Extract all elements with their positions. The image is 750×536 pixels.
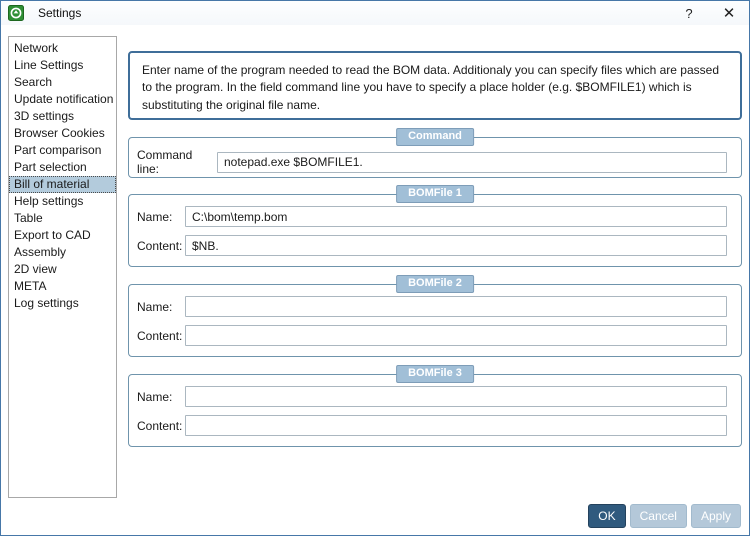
command-line-label: Command line: — [137, 148, 193, 176]
sidebar-item-meta[interactable]: META — [14, 279, 47, 293]
sidebar-item-log-settings[interactable]: Log settings — [14, 296, 79, 310]
settings-category-list — [8, 36, 117, 498]
sidebar-item-assembly[interactable]: Assembly — [14, 245, 67, 259]
sidebar-item-2d-view[interactable]: 2D view — [14, 262, 57, 276]
command-line-input[interactable] — [217, 152, 727, 173]
command-group — [128, 130, 742, 178]
sidebar-item-help-settings[interactable]: Help settings — [14, 194, 84, 208]
sidebar-item-search[interactable]: Search — [14, 75, 53, 89]
bomfile1-content-input[interactable] — [185, 235, 727, 256]
apply-button[interactable]: Apply — [691, 504, 741, 528]
bomfile3-content-input[interactable] — [185, 415, 727, 436]
bomfile2-name-label: Name: — [137, 299, 173, 314]
bomfile1-content-label: Content: — [137, 238, 183, 253]
description-box: Enter name of the program needed to read the BOM data. Additionaly you can specify files which are passed to the program. In the field command line you have to specify a place holder (e.g. $BOMFILE1) which is substituting the original file name. — [128, 51, 742, 120]
command-group-title: Command — [396, 128, 474, 146]
sidebar-item-part-selection[interactable]: Part selection — [14, 160, 87, 174]
titlebar — [1, 1, 749, 25]
ok-button[interactable]: OK — [588, 504, 625, 528]
sidebar-item-browser-cookies[interactable]: Browser Cookies — [14, 126, 105, 140]
bomfile1-name-input[interactable] — [185, 206, 727, 227]
cancel-button[interactable]: Cancel — [630, 504, 687, 528]
bomfile1-group-title: BOMFile 1 — [396, 185, 474, 203]
help-button[interactable]: ? — [685, 5, 693, 21]
sidebar-item-line-settings[interactable]: Line Settings — [14, 58, 84, 72]
sidebar-item-export-to-cad[interactable]: Export to CAD — [14, 228, 91, 242]
sidebar-item-bill-of-material[interactable]: Bill of material — [9, 176, 116, 193]
sidebar-item-part-comparison[interactable]: Part comparison — [14, 143, 102, 157]
close-icon[interactable]: ✕ — [722, 5, 736, 22]
dialog-button-bar — [588, 504, 741, 528]
bomfile3-group-title: BOMFile 3 — [396, 365, 474, 383]
bomfile2-content-label: Content: — [137, 328, 183, 343]
bomfile3-name-label: Name: — [137, 389, 173, 404]
sidebar-item-3d-settings[interactable]: 3D settings — [14, 109, 75, 123]
bomfile2-name-input[interactable] — [185, 296, 727, 317]
bomfile2-group — [128, 277, 742, 357]
bomfile2-group-title: BOMFile 2 — [396, 275, 474, 293]
bomfile1-group — [128, 187, 742, 267]
app-logo-icon — [8, 5, 24, 21]
window-title: Settings — [38, 6, 82, 20]
sidebar-item-network[interactable]: Network — [14, 41, 59, 55]
bomfile3-group — [128, 367, 742, 447]
bomfile3-content-label: Content: — [137, 418, 183, 433]
bomfile1-name-label: Name: — [137, 209, 173, 224]
bomfile2-content-input[interactable] — [185, 325, 727, 346]
sidebar-item-update-notification[interactable]: Update notification — [14, 92, 114, 106]
bomfile3-name-input[interactable] — [185, 386, 727, 407]
sidebar-item-table[interactable]: Table — [14, 211, 43, 225]
